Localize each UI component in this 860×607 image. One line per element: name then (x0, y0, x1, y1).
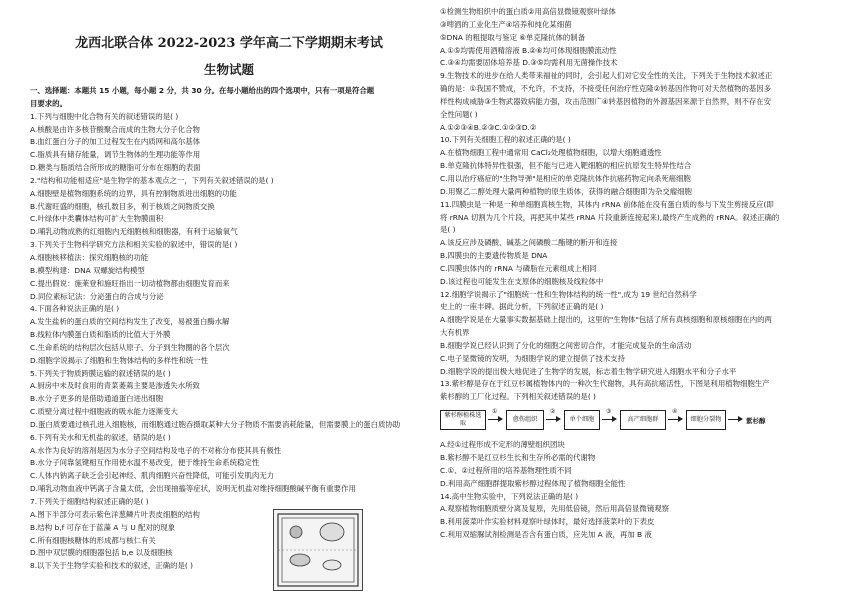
right-lines-2-line: C.①、②过程所用的培养基物理性质不同 (440, 465, 572, 475)
right-lines-line: 大有机界 (440, 328, 470, 338)
left-lines-line: C.生命系统的结构层次包括从原子、分子到生物圈的各个层次 (30, 342, 230, 352)
flow-num-2: ② (550, 408, 556, 416)
right-lines-line: A.该反应涉及磷酸、碱基之间磷酸二酯键的断开和连接 (440, 238, 618, 248)
left-lines-line: A.核酸是由许多核苷酸聚合而成的生物大分子化合物 (30, 124, 200, 134)
left-lines-line: C.脂质具有储存能量，调节生物体的生理功能等作用 (30, 150, 201, 160)
right-lines-2-line: A.经①过程形成不定形的薄壁组织团块 (440, 440, 565, 450)
flow-step-high-yield: 高产细胞群 (620, 410, 666, 430)
left-lines-line: D.图中双层膜的细胞器包括 b,e 以及细胞核 (30, 548, 173, 558)
right-lines-line: C.用以治疗癌症的"生物导弹"是相应的单克隆抗体作抗癌药物定向杀死癌细胞 (440, 173, 691, 183)
left-lines-line: 7.下列关于细胞结构叙述正确的是( ) (30, 497, 149, 506)
right-lines-line: A.①⑤均需使用酒精溶液 B.②⑥均可体现细胞膜流动性 (440, 45, 617, 55)
right-lines-line: 将 rRNA 切割为几个片段，再把其中某些 rRNA 片段重新连接起来),最终产生成熟的 rRNA。叙述正确的 (440, 212, 780, 222)
flow-arrow-4 (668, 419, 682, 420)
flow-step-plant: 紫杉醇植株选取 (440, 410, 486, 430)
right-lines-line: 11.四膜虫是一种是一种单细胞真核生物，其体内 rRNA 前体能在没有蛋白质的参与下发生剪接反应(即 (440, 199, 774, 209)
right-lines-line: D.该过程也可能发生在支原体的细胞核及线粒体中 (440, 276, 604, 286)
right-lines-line: D.细胞学说的提出极大地促进了生物学的发展，标志着生物学研究进入细胞水平和分子水平 (440, 366, 737, 376)
left-lines-line: 1.下列与细胞中化合物有关的叙述错误的是( ) (30, 111, 179, 121)
right-lines-2-line: B.利用菠菜叶作实验材料观察叶绿体时，最好选择菠菜叶的下表皮 (440, 517, 655, 527)
left-lines-line: A.细胞核移植法：探究细胞核的功能 (30, 252, 149, 262)
right-lines-line: ③啤酒的工业化生产④培养和纯化某细菌 (440, 19, 572, 29)
left-lines-line: C.质壁分离过程中细胞液的吸水能力逐渐变大 (30, 407, 178, 417)
left-lines-line: C.叶绿体中类囊体结构可扩大生物膜面积 (30, 214, 164, 224)
left-lines-line: D.细胞学说揭示了细胞和生物体结构的多样性和统一性 (30, 355, 209, 365)
right-lines-line: B.单克隆抗体特异性很强，但不能与已进入靶细胞的相应抗原发生特异性结合 (440, 161, 692, 171)
flow-num-4: ④ (672, 408, 678, 416)
cell-diagram-icon (274, 510, 362, 590)
left-lines-line: D.同位素标记法：分泌蛋白的合成与分泌 (30, 291, 164, 301)
right-lines-line: 全性问题( ) (440, 109, 478, 119)
left-lines-line: B.代谢旺盛的细胞，核孔数目多，利于核质之间物质交换 (30, 201, 215, 211)
left-lines-line: 2."结构和功能相适应"是生物学的基本观点之一，下列有关叙述错误的是( ) (30, 175, 274, 185)
right-lines-2-line: C.利用双缩脲试剂检测是否含有蛋白质，应先加 A 液，再加 B 液 (440, 530, 652, 540)
left-lines-line: A.细胞壁是植物细胞系统的边界，具有控制物质进出细胞的功能 (30, 188, 237, 198)
flow-step-single-cell: 单个细胞 (564, 410, 600, 430)
left-lines-line: D.哺乳动物血液中钙离子含量太低，会出现抽搐等症状，说明无机盐对维持细胞酸碱平衡有重要作用 (30, 484, 356, 494)
right-lines-line: C.电子显微镜的发明，为细胞学说的建立提供了技术支持 (440, 353, 625, 363)
left-lines-line: B.结构 b,f 可存在于蓝藻 A 与 U 配对的现象 (30, 522, 176, 532)
right-lines-line: A.在植物细胞工程中通常用 CaCl₂处理植物细胞，以增大细胞通透性 (440, 148, 662, 158)
left-lines-line: D.蛋白质要通过核孔进入细胞核，而细胞通过胞吞摄取某种大分子物质不需要消耗能量，但需要膜上的蛋白质协助 (30, 419, 401, 429)
left-lines-line: C.人体内钠离子缺乏会引起神经、肌肉细胞兴奋性降低，可能引发肌肉无力 (30, 471, 275, 481)
left-lines-line: A.发生盐析的蛋白质的空间结构发生了改变，易被蛋白酶水解 (30, 317, 230, 327)
right-question-list (440, 6, 844, 404)
flow-arrow-1 (488, 419, 502, 420)
right-lines-line: ①检测生物组织中的蛋白质②用高倍显微镜观察叶绿体 (440, 7, 616, 16)
right-lines-line: B.细胞学说已经认识到了分化的细胞之间密切合作，才能完成复杂的生命活动 (440, 340, 692, 350)
left-column (30, 35, 428, 573)
right-lines-line: 确的是：①我国不赞成，不允许，不支持，不接受任何治疗性克隆②转基因作物可对天然植物的基因多 (440, 84, 772, 94)
left-lines-line: A.图下半部分可表示紫色洋葱鳞片叶表皮细胞的结构 (30, 509, 200, 519)
right-lines-2-line: D.利用高产细胞群提取紫杉醇过程体现了植物细胞全能性 (440, 478, 626, 488)
left-lines-line: B.水分子间靠氢键相互作用使水温不易改变，便于维持生命系统稳定性 (30, 458, 260, 468)
left-lines-line: B.血红蛋白分子的加工过程发生在内质网和高尔基体 (30, 137, 201, 147)
right-lines-line: ⑤DNA 的粗提取与鉴定 ⑥单克隆抗体的制备 (440, 32, 586, 42)
left-lines-line: A.水作为良好的溶剂是因为水分子空间结构及电子的不对称分布使其具有极性 (30, 445, 282, 455)
left-lines-line: B.线粒体内膜蛋白质和脂质的比值大于外膜 (30, 330, 171, 340)
right-lines-line: 是( ) (440, 225, 456, 235)
right-lines-line: A.①②③④B.②③C.①②③D.② (440, 122, 537, 132)
left-lines-line: C.提出假说：施莱登和施旺指出一切动植物都由细胞发育而来 (30, 278, 230, 288)
left-lines-line: A.厨房中未及时食用的青菜萎蔫主要是渗透失水所致 (30, 381, 200, 391)
right-lines-line: A.细胞学说是在大量事实数据基础上提出的，这里的"生物体"包括了所有真核细胞和原核细胞在内的两 (440, 315, 772, 325)
left-lines-line: D.糖类与脂质结合所形成的糖脂可分布在细胞的表面 (30, 163, 201, 173)
right-lines-line: 12.细胞学说揭示了"细胞统一性和生物体结构的统一性",成为 19 世纪自然科学 (440, 289, 697, 299)
right-column (440, 6, 844, 542)
left-lines-line: 6.下列有关水和无机盐的叙述，错误的是( ) (30, 432, 171, 442)
left-lines-line: B.水分子更多的是借助通道蛋白进出细胞 (30, 394, 164, 404)
subject-title: 生物试题 (203, 62, 254, 77)
flow-arrow-2 (546, 419, 560, 420)
right-lines-2-line: 14.高中生物实验中，下列说法正确的是( ) (440, 491, 579, 501)
left-lines-line: 一、选择题：本题共 15 小题，每小题 2 分，共 30 分。在每小题给出的四个选项中，只有一项是符合题 (30, 86, 375, 95)
right-lines-line: 紫杉醇的工厂化过程。下列相关叙述错误的是( ) (440, 392, 596, 402)
left-lines-line: 8.以下关于生物学实验和技术的叙述，正确的是( ) (30, 561, 193, 571)
flow-arrow-3 (602, 419, 616, 420)
left-lines-line: 3.下列关于生物科学研究方法和相关实验的叙述中，错误的是( ) (30, 240, 238, 250)
right-lines-line: 史上的一座丰碑。据此分析，下列叙述正确的是( ) (440, 302, 604, 312)
flow-arrow-5 (728, 419, 742, 420)
right-lines-line: 样性构成威胁③生物武器致病能力强，攻击范围广④转基因植物的外源基因来源于自然界，则不存在安 (440, 96, 772, 106)
left-lines-line: 目要求的。 (30, 98, 67, 108)
left-lines-line: D.哺乳动物成熟的红细胞内无细胞核和细胞器，有利于运输氧气 (30, 227, 238, 237)
right-lines-line: 9.生物技术的进步在给人类带来福祉的同时，会引起人们对它安全性的关注，下列关于生物技术叙述正 (440, 71, 773, 81)
right-lines-line: C.四膜虫体内的 rRNA 与磷脂在元素组成上相同 (440, 263, 597, 273)
left-lines-line: 5.下列关于物质跨膜运输的叙述错误的是( ) (30, 368, 171, 378)
right-lines-line: B.四膜虫的主要遗传物质是 DNA (440, 251, 548, 261)
flow-end-product: 紫杉醇 (746, 417, 766, 426)
right-lines-line: D.用聚乙二醇处理大量两种植物的原生质体，获得的融合细胞即为杂交瘤细胞 (440, 186, 692, 196)
cell-structure-figure (273, 509, 363, 591)
flow-num-3: ③ (606, 408, 612, 416)
right-lines-2-line: B.紫杉醇不是红豆杉生长和生存所必需的代谢物 (440, 453, 596, 462)
right-lines-2-line: A.观察植物细胞质壁分离及复原，先用低倍镜，然后用高倍显微镜观察 (440, 504, 669, 514)
right-lines-line: 10.下列有关细胞工程的叙述正确的是( ) (440, 135, 571, 145)
left-lines-line: B.模型构建：DNA 双螺旋结构模型 (30, 265, 145, 275)
right-lines-line: 13.紫杉醇是存在于红豆杉属植物体内的一种次生代谢物，具有高抗癌活性，下图是利用植物细胞生产 (440, 379, 770, 389)
flow-num-1: ① (492, 408, 498, 416)
right-lines-line: C.③④均需要固体培养基 D.③⑤均需利用无菌操作技术 (440, 58, 618, 68)
right-question-list-2 (440, 439, 844, 542)
left-question-list (30, 85, 428, 573)
paclitaxel-flow-diagram (440, 406, 844, 436)
left-lines-line: C.所有细胞核糖体的形成都与核仁有关 (30, 535, 156, 545)
left-lines-line: 4.下面各种说法正确的是( ) (30, 304, 120, 314)
flow-step-division: 细胞分裂物 (686, 410, 726, 430)
flow-step-callus: 愈伤组织 (506, 410, 544, 430)
exam-title: 龙西北联合体 2022-2023 学年高二下学期期末考试 (75, 36, 383, 51)
